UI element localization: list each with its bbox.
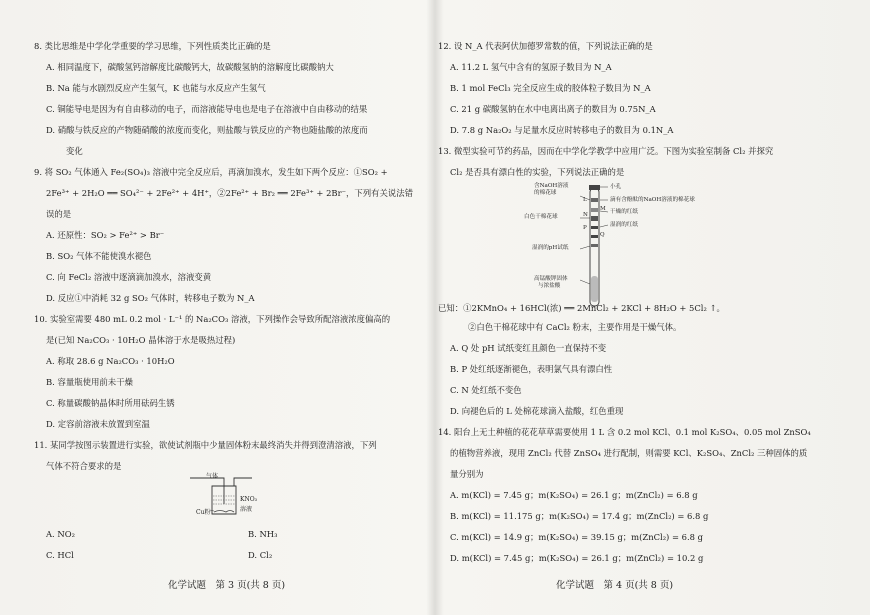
q14-option-c: C. m(KCl) = 14.9 g；m(K₂SO₄) = 39.15 g；m(ZnCl₂) = 6.8 g — [450, 532, 703, 542]
q13-apparatus-figure — [524, 180, 774, 315]
fig13-naoh-phenol-label: 滴有含酚酞的NaOH溶液的棉花球 — [610, 197, 695, 203]
fig13-letter-P: P — [583, 225, 587, 231]
q8-option-d-cont: 变化 — [66, 146, 83, 156]
q12-option-b: B. 1 mol FeCl₃ 完全反应生成的胶体粒子数目为 N_A — [450, 83, 651, 93]
q11-stem-2: 气体不符合要求的是 — [46, 461, 122, 471]
q14-stem-2: 的植物营养液，现用 ZnCl₂ 代替 ZnSO₄ 进行配制，则需要 KCl、K₂SO₄、ZnCl₂ 三种固体的质 — [450, 448, 808, 458]
q11-stem-1: 11. 某同学按图示装置进行实验，欲使试剂瓶中少量固体粉末最终消失并得到澄清溶液，下列 — [34, 440, 377, 450]
fig13-dry-cotton-label: 白色干棉花球 — [524, 214, 558, 220]
q8-option-a: A. 相同温度下，碳酸氢钙溶解度比碳酸钙大，故碳酸氢钠的溶解度比碳酸钠大 — [46, 62, 334, 72]
q10-option-c: C. 称量碳酸钠晶体时所用砝码生锈 — [46, 398, 175, 408]
q14-option-b: B. m(KCl) = 11.175 g；m(K₂SO₄) = 17.4 g；m(ZnCl₂) = 6.8 g — [450, 511, 709, 521]
q13-stem-2: Cl₂ 是否具有漂白性的实验，下列说法正确的是 — [450, 167, 625, 177]
q8-option-c: C. 铜能导电是因为有自由移动的电子，而溶液能导电也是电子在溶液中自由移动的结果 — [46, 104, 368, 114]
q10-option-d: D. 定容前溶液未放置到室温 — [46, 419, 150, 429]
q14-option-d: D. m(KCl) = 7.45 g；m(K₂SO₄) = 26.1 g；m(ZnCl₂) = 10.2 g — [450, 553, 704, 563]
q11-option-a: A. NO₂ — [46, 529, 75, 539]
q13-option-b: B. P 处红纸逐渐褪色，表明氯气具有漂白性 — [450, 364, 613, 374]
q12-option-a: A. 11.2 L 氢气中含有的氢原子数目为 N_A — [450, 62, 612, 72]
fig11-solution-label: 溶液 — [240, 506, 253, 513]
q13-stem-1: 13. 微型实验可节约药品，因而在中学化学教学中应用广泛。下图为实验室制备 Cl₂ 并探究 — [438, 146, 774, 156]
q9-option-c: C. 向 FeCl₂ 溶液中逐滴滴加溴水，溶液变黄 — [46, 272, 212, 282]
page-3 — [0, 0, 432, 615]
q13-option-d: D. 向褪色后的 L 处棉花球滴入盐酸，红色重现 — [450, 406, 624, 416]
q9-option-d: D. 反应①中消耗 32 g SO₂ 气体时，转移电子数为 N_A — [46, 293, 255, 303]
fig13-letter-M: M — [600, 206, 606, 212]
fig13-letter-Q: Q — [600, 232, 605, 238]
q11-option-b: B. NH₃ — [248, 529, 278, 539]
page-3-footer: 化学试题 第 3 页(共 8 页) — [168, 580, 286, 591]
fig11-gas-label: 气体 — [206, 473, 219, 480]
q10-stem-2: 是(已知 Na₂CO₃ · 10H₂O 晶体溶于水是吸热过程) — [46, 335, 236, 345]
q10-stem-1: 10. 实验室需要 480 mL 0.2 mol · L⁻¹ 的 Na₂CO₃ 溶液，下列操作会导致所配溶液浓度偏高的 — [34, 314, 391, 324]
q14-stem-1: 14. 阳台上无土种植的花花草草需要使用 1 L 含 0.2 mol KCl、0.1 mol K₂SO₄、0.05 mol ZnSO₄ — [438, 427, 811, 437]
q13-option-a: A. Q 处 pH 试纸变红且颜色一直保持不变 — [450, 343, 607, 353]
fig13-dry-red-paper-label: 干燥的红纸 — [610, 209, 638, 215]
fig13-kmno4-label-2: 与浓盐酸 — [538, 283, 561, 289]
fig13-small-hole-label: 小孔 — [610, 184, 622, 190]
page-4 — [438, 0, 870, 615]
q11-apparatus-figure — [186, 470, 266, 520]
page-4-footer: 化学试题 第 4 页(共 8 页) — [556, 580, 674, 591]
fig13-naoh-cotton-label-2: 的棉花球 — [534, 190, 557, 196]
q14-stem-3: 量分别为 — [450, 469, 484, 479]
q12-option-c: C. 21 g 碳酸氢钠在水中电离出离子的数目为 0.75N_A — [450, 104, 656, 114]
q9-option-a: A. 还原性：SO₂ > Fe²⁺ > Br⁻ — [46, 230, 165, 240]
q11-option-d: D. Cl₂ — [248, 550, 273, 560]
q13-option-c: C. N 处红纸不变色 — [450, 385, 522, 395]
q9-stem-1: 9. 将 SO₂ 气体通入 Fe₂(SO₄)₃ 溶液中完全反应后，再滴加溴水，发生如下两个反应：①SO₂ + — [34, 167, 388, 177]
fig11-cu-label: Cu粉 — [196, 509, 211, 516]
q14-option-a: A. m(KCl) = 7.45 g；m(K₂SO₄) = 26.1 g；m(ZnCl₂) = 6.8 g — [450, 490, 698, 500]
fig13-letter-N: N — [583, 212, 588, 218]
q10-option-a: A. 称取 28.6 g Na₂CO₃ · 10H₂O — [46, 356, 175, 366]
q9-option-b: B. SO₂ 气体不能使溴水褪色 — [46, 251, 152, 261]
fig13-kmno4-label-1: 高锰酸钾固体 — [534, 276, 568, 282]
q8-option-b: B. Na 能与水剧烈反应产生氢气，K 也能与水反应产生氢气 — [46, 83, 266, 93]
fig13-wet-red-paper-label: 湿润的红纸 — [610, 222, 638, 228]
q8-stem: 8. 类比思维是中学化学重要的学习思维，下列性质类比正确的是 — [34, 41, 271, 51]
q13-known-2: ②白色干棉花球中有 CaCl₂ 粉末，主要作用是干燥气体。 — [468, 322, 682, 332]
fig13-ph-paper-label: 湿润的pH试纸 — [532, 245, 569, 251]
q11-option-c: C. HCl — [46, 550, 74, 560]
q12-stem: 12. 设 N_A 代表阿伏加德罗常数的值，下列说法正确的是 — [438, 41, 653, 51]
q9-stem-3: 误的是 — [46, 209, 72, 219]
q12-option-d: D. 7.8 g Na₂O₂ 与足量水反应时转移电子的数目为 0.1N_A — [450, 125, 674, 135]
fig13-naoh-cotton-label-1: 含NaOH溶液 — [534, 183, 569, 189]
fig11-kno3-label: KNO₃ — [240, 496, 258, 503]
fig13-letter-L: L — [583, 197, 587, 203]
q13-known-1: 已知：①2KMnO₄ + 16HCl(浓) ══ 2MnCl₂ + 2KCl + 8H₂O + 5Cl₂ ↑。 — [438, 303, 725, 313]
q9-stem-2: 2Fe³⁺ + 2H₂O ══ SO₄²⁻ + 2Fe²⁺ + 4H⁺，②2Fe²⁺ + Br₂ ══ 2Fe³⁺ + 2Br⁻，下列有关说法错 — [46, 188, 414, 198]
q8-option-d: D. 硝酸与铁反应的产物随硝酸的浓度而变化，则盐酸与铁反应的产物也随盐酸的浓度而 — [46, 125, 368, 135]
q10-option-b: B. 容量瓶使用前未干燥 — [46, 377, 133, 387]
